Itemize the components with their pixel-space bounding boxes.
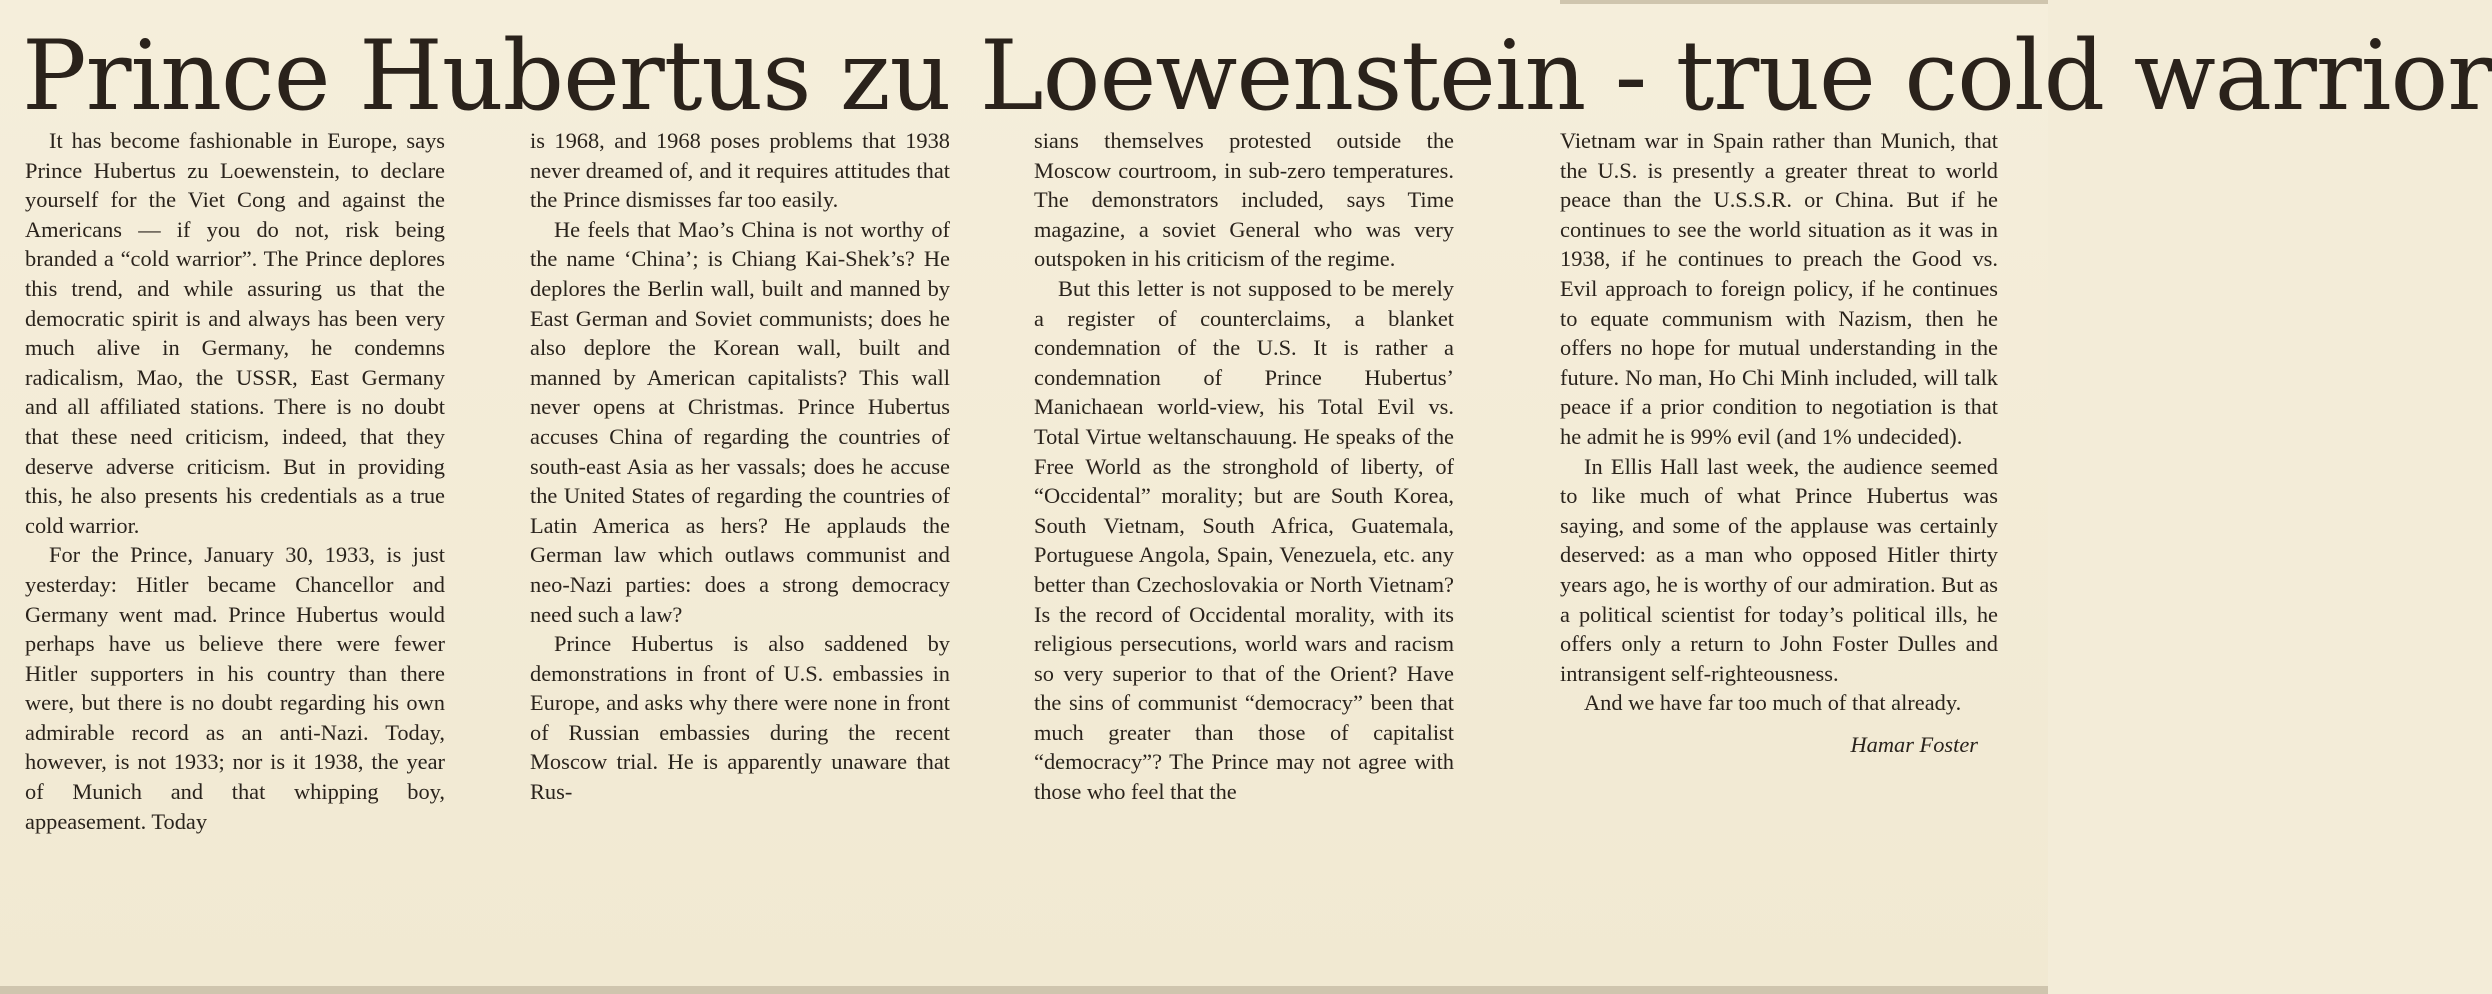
paragraph: He feels that Mao’s China is not worthy of the name ‘China’; is Chiang Kai-Shek’s? He deplores the Berlin wall, built and manned by East German and Soviet communists; does he also deplore the Korean wall, built and manned by American capitalists? This wall never opens at Christmas. Prince Hubertus accuses China of regarding the countries of south-east Asia as her vassals; does he accuse the United States of regarding the countries of Latin America as hers? He applauds the German law which outlaws communist and neo-Nazi parties: does a strong democracy need such a law?: [530, 216, 950, 627]
top-rule: [1560, 0, 2048, 4]
bottom-rule: [0, 986, 2048, 994]
paragraph: But this letter is not supposed to be merely a register of counterclaims, a blanket condemnation of the U.S. It is rather a condemnation of Prince Hubertus’ Manichaean world-view, his Total Evil vs. Total Virtue weltanschauung. He speaks of the Free World as the stronghold of liberty, of “Occidental” morality; but are South Korea, South Vietnam, South Africa, Guatemala, Portuguese Angola, Spain, Venezuela, etc. any better than Czechoslovakia or North Vietnam? Is the record of Occidental morality, with its religious persecutions, world wars and racism so very superior to that of the Orient? Have the sins of communist “democracy” been that much greater than those of capitalist “democracy”? The Prince may not agree with those who feel that the: [1034, 275, 1454, 805]
article-column-3: [1034, 126, 1454, 976]
paragraph-continued: Vietnam war in Spain rather than Munich, that the U.S. is presently a greater threat to world peace than the U.S.S.R. or China. But if he continues to see the world situation as it was in 1938, if he continues to preach the Good vs. Evil approach to foreign policy, if he continues to equate communism with Nazism, then he offers no hope for mutual understanding in the future. No man, Ho Chi Minh included, will talk peace if a prior condition to negotiation is that he admit he is 99% evil (and 1% undecided).: [1560, 128, 1998, 449]
article-column-1: [25, 126, 445, 976]
paragraph: And we have far too much of that already.: [1584, 690, 1962, 716]
article-column-2: [530, 126, 950, 976]
article-headline: Prince Hubertus zu Loewenstein - true cold warrior: [22, 20, 2492, 132]
author-byline: Hamar Foster: [1850, 731, 1978, 757]
paragraph: In Ellis Hall last week, the audience seemed to like much of what Prince Hubertus was saying, and some of the applause was certainly deserved: as a man who opposed Hitler thirty years ago, he is worthy of our admiration. But as a political scientist for today’s political ills, he offers only a return to John Foster Dulles and intransigent self-righteousness.: [1560, 453, 1998, 686]
paragraph-continued: is 1968, and 1968 poses problems that 1938 never dreamed of, and it requires attitudes that the Prince dismisses far too easily.: [530, 128, 950, 213]
paragraph: It has become fashionable in Europe, says Prince Hubertus zu Loewenstein, to declare yourself for the Viet Cong and against the Americans — if you do not, risk being branded a “cold warrior”. The Prince deplores this trend, and while assuring us that the democratic spirit is and always has been very much alive in Germany, he condemns radicalism, Mao, the USSR, East Germany and all affiliated stations. There is no doubt that these need criticism, indeed, that they deserve adverse criticism. But in providing this, he also presents his credentials as a true cold warrior.: [25, 128, 445, 538]
paragraph: For the Prince, January 30, 1933, is just yesterday: Hitler became Chancellor and Germany went mad. Prince Hubertus would perhaps have us believe there were fewer Hitler supporters in his country than there were, but there is no doubt regarding his own admirable record as an anti-Nazi. Today, however, is not 1933; nor is it 1938, the year of Munich and that whipping boy, appeasement. Today: [25, 542, 445, 834]
article-column-4: [1560, 126, 1998, 976]
paragraph-continued: sians themselves protested outside the Moscow courtroom, in sub-zero temperatures. The demonstrators included, says Time magazine, a soviet General who was very outspoken in his criticism of the regime.: [1034, 128, 1454, 272]
paragraph: Prince Hubertus is also saddened by demonstrations in front of U.S. embassies in Europe, and asks why there were none in front of Russian embassies during the recent Moscow trial. He is apparently unaware that Rus-: [530, 631, 950, 805]
